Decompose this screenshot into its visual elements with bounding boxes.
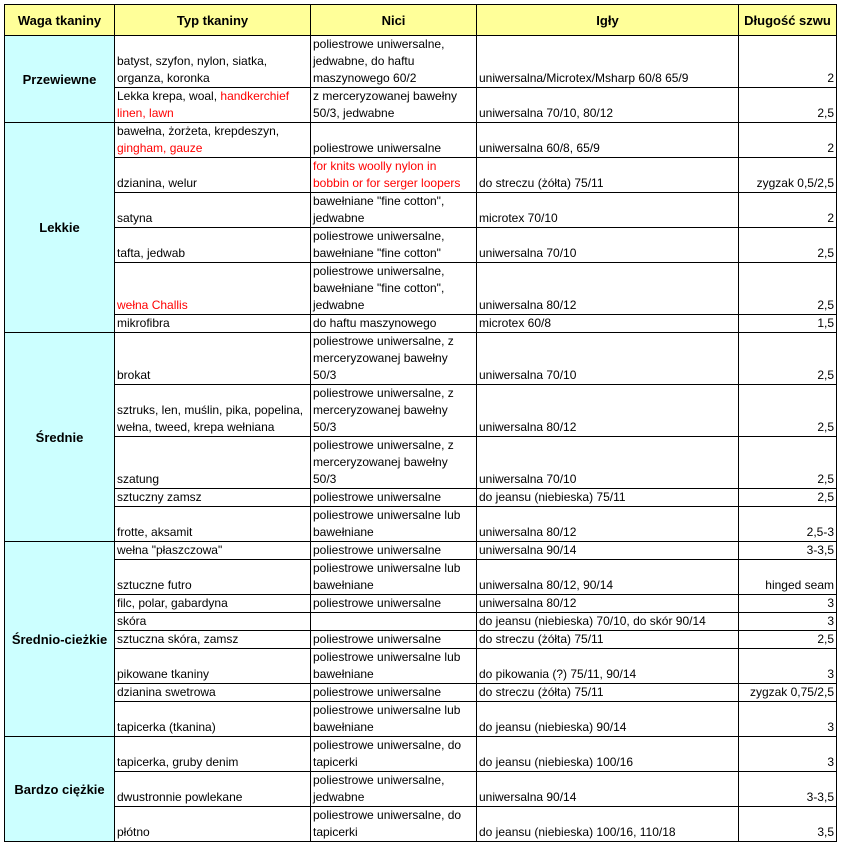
table-row [5, 542, 837, 560]
thread-cell [311, 702, 477, 737]
cell-text: poliestrowe uniwersalne [313, 632, 442, 646]
cell-text: bawełniane "fine cotton", jedwabne [313, 194, 445, 225]
fabric-type-cell [115, 542, 311, 560]
thread-cell [311, 228, 477, 263]
cell-text: poliestrowe uniwersalne, do tapicerki [313, 738, 462, 769]
cell-text-highlight: wełna Challis [117, 298, 188, 312]
cell-text: batyst, szyfon, nylon, siatka, organza, koronka [117, 54, 268, 85]
cell-text: poliestrowe uniwersalne lub bawełniane [313, 508, 461, 539]
cell-text: tapicerka, gruby denim [117, 755, 239, 769]
stitch-length-cell: 2,5 [739, 228, 837, 263]
table-row [5, 631, 837, 649]
table-row [5, 263, 837, 315]
cell-text: sztuczny zamsz [117, 490, 202, 504]
fabric-type-cell [115, 560, 311, 595]
stitch-length-cell: hinged seam [739, 560, 837, 595]
fabric-type-cell [115, 228, 311, 263]
needle-cell: uniwersalna 70/10 [477, 228, 739, 263]
stitch-length-cell: 2 [739, 36, 837, 88]
cell-text: poliestrowe uniwersalne [313, 490, 442, 504]
cell-text: skóra [117, 614, 147, 628]
needle-cell: do jeansu (niebieska) 70/10, do skór 90/14 [477, 613, 739, 631]
cell-text: szatung [117, 472, 160, 486]
cell-text: filc, polar, gabardyna [117, 596, 228, 610]
needle-cell: uniwersalna 80/12 [477, 385, 739, 437]
stitch-length-cell: 3 [739, 649, 837, 684]
header-thread: Nici [311, 5, 477, 36]
fabric-type-cell [115, 123, 311, 158]
cell-text: poliestrowe uniwersalne lub bawełniane [313, 561, 461, 592]
stitch-length-cell: 2,5 [739, 631, 837, 649]
cell-text: mikrofibra [117, 316, 170, 330]
cell-text: poliestrowe uniwersalne, z merceryzowanej bawełny 50/3 [313, 438, 454, 486]
weight-group-label: Lekkie [5, 123, 115, 333]
thread-cell [311, 737, 477, 772]
cell-text: sztuczne futro [117, 578, 192, 592]
cell-text: dwustronnie powlekane [117, 790, 243, 804]
thread-cell [311, 772, 477, 807]
cell-text: bawełna, żorżeta, krepdeszyn, [117, 124, 280, 138]
fabric-type-cell [115, 489, 311, 507]
stitch-length-cell: 2 [739, 123, 837, 158]
table-row [5, 807, 837, 842]
needle-cell: do streczu (żółta) 75/11 [477, 631, 739, 649]
table-row [5, 228, 837, 263]
thread-cell [311, 315, 477, 333]
stitch-length-cell: 2,5 [739, 88, 837, 123]
thread-cell [311, 437, 477, 489]
fabric-type-cell [115, 315, 311, 333]
stitch-length-cell: 2,5 [739, 385, 837, 437]
stitch-length-cell: 3,5 [739, 807, 837, 842]
needle-cell: uniwersalna 80/12 [477, 263, 739, 315]
stitch-length-cell: 3-3,5 [739, 542, 837, 560]
needle-cell: do pikowania (?) 75/11, 90/14 [477, 649, 739, 684]
cell-text-highlight: handkerchief linen, lawn [117, 89, 290, 120]
thread-cell [311, 333, 477, 385]
cell-text: sztuczna skóra, zamsz [117, 632, 239, 646]
cell-text: satyna [117, 211, 153, 225]
table-row [5, 315, 837, 333]
fabric-type-cell [115, 333, 311, 385]
header-fabric-weight: Waga tkaniny [5, 5, 115, 36]
fabric-type-cell [115, 158, 311, 193]
cell-text: frotte, aksamit [117, 525, 193, 539]
needle-cell: do streczu (żółta) 75/11 [477, 684, 739, 702]
needle-cell: uniwersalna 80/12, 90/14 [477, 560, 739, 595]
needle-cell: microtex 70/10 [477, 193, 739, 228]
table-row [5, 595, 837, 613]
stitch-length-cell: 3 [739, 702, 837, 737]
cell-text: poliestrowe uniwersalne, do tapicerki [313, 808, 462, 839]
thread-cell [311, 123, 477, 158]
needle-cell: uniwersalna 60/8, 65/9 [477, 123, 739, 158]
cell-text: z merceryzowanej bawełny 50/3, jedwabne [313, 89, 458, 120]
stitch-length-cell: zygzak 0,5/2,5 [739, 158, 837, 193]
stitch-length-cell: 2,5 [739, 489, 837, 507]
fabric-type-cell [115, 36, 311, 88]
table-row [5, 36, 837, 88]
table-row [5, 385, 837, 437]
needle-cell: do jeansu (niebieska) 100/16 [477, 737, 739, 772]
thread-cell [311, 507, 477, 542]
table-row [5, 507, 837, 542]
thread-cell [311, 385, 477, 437]
fabric-type-cell [115, 772, 311, 807]
needle-cell: uniwersalna 80/12 [477, 595, 739, 613]
fabric-type-cell [115, 737, 311, 772]
fabric-type-cell [115, 437, 311, 489]
cell-text: poliestrowe uniwersalne, jedwabne [313, 773, 445, 804]
fabric-type-cell [115, 385, 311, 437]
cell-text: poliestrowe uniwersalne, z merceryzowanej bawełny 50/3 [313, 386, 454, 434]
cell-text: poliestrowe uniwersalne [313, 685, 442, 699]
cell-text: poliestrowe uniwersalne [313, 543, 442, 557]
cell-text: poliestrowe uniwersalne lub bawełniane [313, 650, 461, 681]
needle-cell: uniwersalna 90/14 [477, 772, 739, 807]
thread-cell [311, 649, 477, 684]
table-row [5, 737, 837, 772]
stitch-length-cell: zygzak 0,75/2,5 [739, 684, 837, 702]
table-row [5, 123, 837, 158]
fabric-type-cell [115, 649, 311, 684]
cell-text: sztruks, len, muślin, pika, popelina, wełna, tweed, krepa wełniana [117, 403, 304, 434]
fabric-type-cell [115, 193, 311, 228]
needle-cell: do streczu (żółta) 75/11 [477, 158, 739, 193]
weight-group-label: Przewiewne [5, 36, 115, 123]
fabric-type-cell [115, 595, 311, 613]
thread-cell [311, 36, 477, 88]
table-row [5, 702, 837, 737]
thread-cell [311, 263, 477, 315]
needle-cell: uniwersalna 70/10, 80/12 [477, 88, 739, 123]
fabric-type-cell [115, 702, 311, 737]
thread-cell [311, 193, 477, 228]
fabric-type-cell [115, 631, 311, 649]
table-row [5, 437, 837, 489]
header-fabric-type: Typ tkaniny [115, 5, 311, 36]
cell-text: tapicerka (tkanina) [117, 720, 216, 734]
header-needle: Igły [477, 5, 739, 36]
cell-text-highlight: gingham, gauze [117, 141, 203, 155]
cell-text: poliestrowe uniwersalne, jedwabne, do haftu maszynowego 60/2 [313, 37, 445, 85]
fabric-type-cell [115, 613, 311, 631]
fabric-type-cell [115, 807, 311, 842]
fabric-type-cell [115, 263, 311, 315]
needle-cell: uniwersalna 80/12 [477, 507, 739, 542]
thread-cell [311, 489, 477, 507]
fabric-type-cell [115, 507, 311, 542]
table-row [5, 772, 837, 807]
needle-cell: uniwersalna 90/14 [477, 542, 739, 560]
cell-text: poliestrowe uniwersalne lub bawełniane [313, 703, 461, 734]
thread-cell [311, 560, 477, 595]
cell-text: poliestrowe uniwersalne, bawełniane "fine cotton", jedwabne [313, 264, 445, 312]
stitch-length-cell: 2,5 [739, 437, 837, 489]
table-row [5, 560, 837, 595]
stitch-length-cell: 3 [739, 613, 837, 631]
stitch-length-cell: 3 [739, 737, 837, 772]
thread-cell [311, 88, 477, 123]
cell-text: poliestrowe uniwersalne, bawełniane "fine cotton" [313, 229, 445, 260]
thread-cell [311, 158, 477, 193]
stitch-length-cell: 1,5 [739, 315, 837, 333]
stitch-length-cell: 2,5-3 [739, 507, 837, 542]
table-row [5, 88, 837, 123]
cell-text: dzianina swetrowa [117, 685, 216, 699]
cell-text: do haftu maszynowego [313, 316, 437, 330]
cell-text: pikowane tkaniny [117, 667, 210, 681]
cell-text: dzianina, welur [117, 176, 198, 190]
table-row [5, 158, 837, 193]
thread-cell [311, 631, 477, 649]
fabric-type-cell [115, 88, 311, 123]
needle-cell: uniwersalna 70/10 [477, 437, 739, 489]
stitch-length-cell: 2,5 [739, 263, 837, 315]
table-row [5, 193, 837, 228]
thread-cell [311, 684, 477, 702]
cell-text: poliestrowe uniwersalne [313, 141, 442, 155]
weight-group-label: Bardzo ciężkie [5, 737, 115, 842]
cell-text: poliestrowe uniwersalne [313, 596, 442, 610]
needle-cell: microtex 60/8 [477, 315, 739, 333]
cell-text: wełna "płaszczowa" [117, 543, 223, 557]
cell-text: Lekka krepa, woal, [117, 89, 221, 103]
header-row [5, 5, 837, 36]
table-row [5, 613, 837, 631]
thread-cell [311, 807, 477, 842]
needle-cell: do jeansu (niebieska) 100/16, 110/18 [477, 807, 739, 842]
cell-text: poliestrowe uniwersalne, z merceryzowanej bawełny 50/3 [313, 334, 454, 382]
thread-cell [311, 542, 477, 560]
table-row [5, 649, 837, 684]
cell-text: tafta, jedwab [117, 246, 186, 260]
header-stitch-length: Długość szwu [739, 5, 837, 36]
stitch-length-cell: 2,5 [739, 333, 837, 385]
table-body [5, 36, 837, 842]
stitch-length-cell: 3 [739, 595, 837, 613]
table-row [5, 489, 837, 507]
thread-cell [311, 595, 477, 613]
stitch-length-cell: 2 [739, 193, 837, 228]
needle-cell: do jeansu (niebieska) 90/14 [477, 702, 739, 737]
table-row [5, 333, 837, 385]
cell-text-highlight: for knits woolly nylon in bobbin or for serger loopers [313, 159, 461, 190]
needle-cell: uniwersalna/Microtex/Msharp 60/8 65/9 [477, 36, 739, 88]
cell-text: płótno [117, 825, 150, 839]
table-row [5, 684, 837, 702]
needle-cell: uniwersalna 70/10 [477, 333, 739, 385]
cell-text: brokat [117, 368, 151, 382]
sewing-reference-table [4, 4, 837, 842]
weight-group-label: Średnie [5, 333, 115, 542]
weight-group-label: Średnio-cieżkie [5, 542, 115, 737]
stitch-length-cell: 3-3,5 [739, 772, 837, 807]
thread-cell [311, 613, 477, 631]
fabric-type-cell [115, 684, 311, 702]
needle-cell: do jeansu (niebieska) 75/11 [477, 489, 739, 507]
